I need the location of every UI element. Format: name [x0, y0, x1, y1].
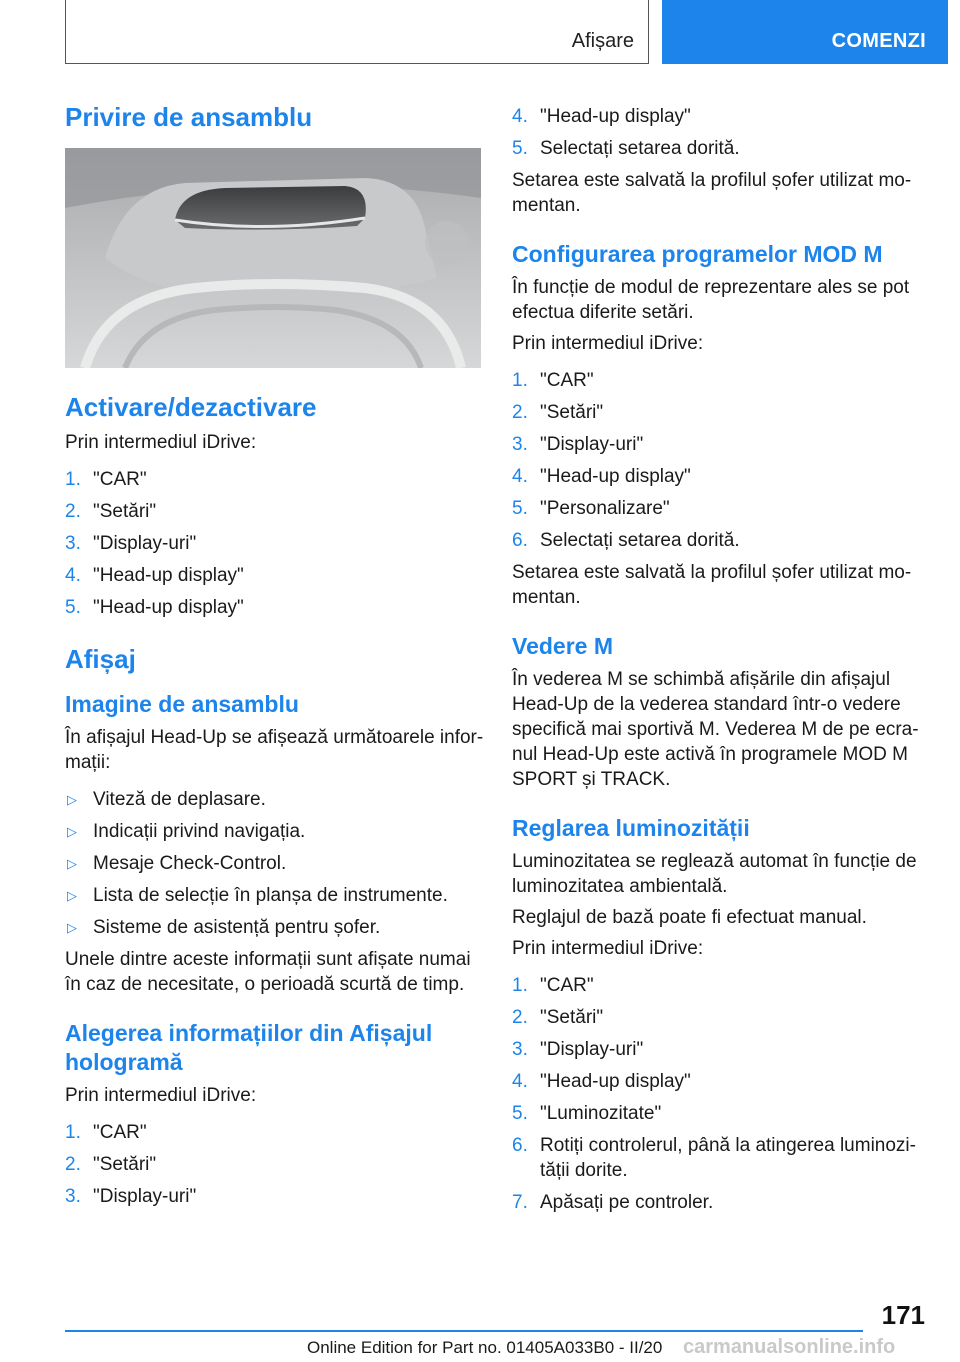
list-item: ▷ Indicații privind navigația.	[67, 821, 306, 842]
watermark: carmanualsonline.info	[683, 1336, 896, 1358]
mod-m-steps	[512, 368, 927, 553]
list-item: 4. "Head-up display"	[512, 106, 691, 127]
list-item: 2. "Setări"	[65, 1154, 157, 1175]
list-item: 5. Selectați setarea dorită.	[512, 138, 740, 159]
image-overview-title: Imagine de ansamblu	[65, 691, 299, 717]
tab-comenzi-label: COMENZI	[831, 30, 926, 52]
page-number: 171	[881, 1300, 925, 1330]
brightness-text-1: Luminozitatea se reglează automat în funcție de luminozitatea ambientală.	[512, 851, 917, 897]
brightness-via: Prin intermediul iDrive:	[512, 938, 704, 959]
list-item: 5. "Luminozitate"	[512, 1103, 662, 1124]
hud-illustration	[65, 148, 481, 368]
list-item: ▷ Viteză de deplasare.	[67, 789, 266, 810]
brightness-text-2: Reglajul de bază poate fi efectuat manual.	[512, 907, 867, 928]
list-item: 3. "Display-uri"	[65, 1186, 197, 1207]
hologram-title: Alegerea informațiilor din Afișajul hologramă	[65, 1020, 433, 1075]
header-frame	[65, 0, 649, 64]
list-item: 1. "CAR"	[65, 469, 147, 490]
image-overview-intro: În afișajul Head-Up se afișează următoarele infor-mații:	[65, 727, 484, 773]
head-up-display-photo	[65, 148, 481, 368]
list-item: 4. "Head-up display"	[512, 466, 691, 487]
bullet-triangle-icon: ▷	[67, 792, 77, 807]
list-item: 2. "Setări"	[65, 501, 157, 522]
list-item: 3. "Display-uri"	[512, 1039, 644, 1060]
view-m-title: Vedere M	[512, 633, 613, 659]
list-item: 6. Selectați setarea dorită.	[512, 530, 740, 551]
bullet-triangle-icon: ▷	[67, 888, 77, 903]
list-item: 7. Apăsați pe controler.	[512, 1192, 714, 1213]
overview-title: Privire de ansamblu	[65, 102, 313, 132]
footer-divider	[65, 1330, 863, 1332]
list-item: 3. "Display-uri"	[65, 533, 197, 554]
image-overview-note: Unele dintre aceste informații sunt afișate numai în caz de necesitate, o perioadă scurtă de timp.	[65, 949, 471, 995]
header-section-title: Afișare	[571, 30, 634, 52]
right-column	[512, 100, 927, 1222]
view-m-text: În vederea M se schimbă afișările din afișajul Head-Up de la vederea standard într-o vedere specifică mai sportivă M. Vederea M de pe ecra-nul Head-Up este activă în programele MOD M SPORT și TRACK.	[512, 669, 919, 790]
list-item: ▷ Lista de selecție în planșa de instrumente.	[67, 885, 448, 906]
info-bullets	[65, 787, 485, 940]
tab-comenzi[interactable]	[662, 0, 948, 64]
bullet-triangle-icon: ▷	[67, 824, 77, 839]
bullet-triangle-icon: ▷	[67, 920, 77, 935]
hologram-steps	[65, 1120, 485, 1209]
list-item: ▷ Sisteme de asistență pentru șofer.	[67, 917, 381, 938]
list-item: 5. "Head-up display"	[65, 597, 244, 618]
edition-info: Online Edition for Part no. 01405A033B0 - II/20	[307, 1338, 663, 1357]
list-item: 1. "CAR"	[512, 975, 594, 996]
saved-note: Setarea este salvată la profilul șofer utilizat mo-mentan.	[512, 170, 912, 216]
list-item: 2. "Setări"	[512, 1007, 604, 1028]
activation-intro: Prin intermediul iDrive:	[65, 432, 257, 453]
list-item: ▷ Mesaje Check-Control.	[67, 853, 287, 874]
list-item: 4. "Head-up display"	[512, 1071, 691, 1092]
display-title: Afișaj	[65, 644, 136, 674]
mod-m-via: Prin intermediul iDrive:	[512, 333, 704, 354]
list-item: 1. "CAR"	[512, 370, 594, 391]
mod-m-saved-note: Setarea este salvată la profilul șofer utilizat mo-mentan.	[512, 562, 912, 608]
list-item: 3. "Display-uri"	[512, 434, 644, 455]
hologram-intro: Prin intermediul iDrive:	[65, 1085, 257, 1106]
continued-steps	[512, 104, 927, 161]
left-column	[65, 100, 485, 1216]
mod-m-title: Configurarea programelor MOD M	[512, 241, 883, 267]
bullet-triangle-icon: ▷	[67, 856, 77, 871]
list-item: 5. "Personalizare"	[512, 498, 670, 519]
brightness-title: Reglarea luminozității	[512, 815, 750, 841]
list-item: 6. Rotiți controlerul, până la atingerea luminozi-tății dorite.	[512, 1135, 916, 1181]
activation-title: Activare/dezactivare	[65, 392, 317, 422]
page-header	[0, 0, 960, 66]
brightness-steps	[512, 973, 927, 1215]
activation-steps	[65, 467, 485, 620]
list-item: 2. "Setări"	[512, 402, 604, 423]
mod-m-intro: În funcție de modul de reprezentare ales se pot efectua diferite setări.	[512, 277, 910, 323]
list-item: 4. "Head-up display"	[65, 565, 244, 586]
list-item: 1. "CAR"	[65, 1122, 147, 1143]
